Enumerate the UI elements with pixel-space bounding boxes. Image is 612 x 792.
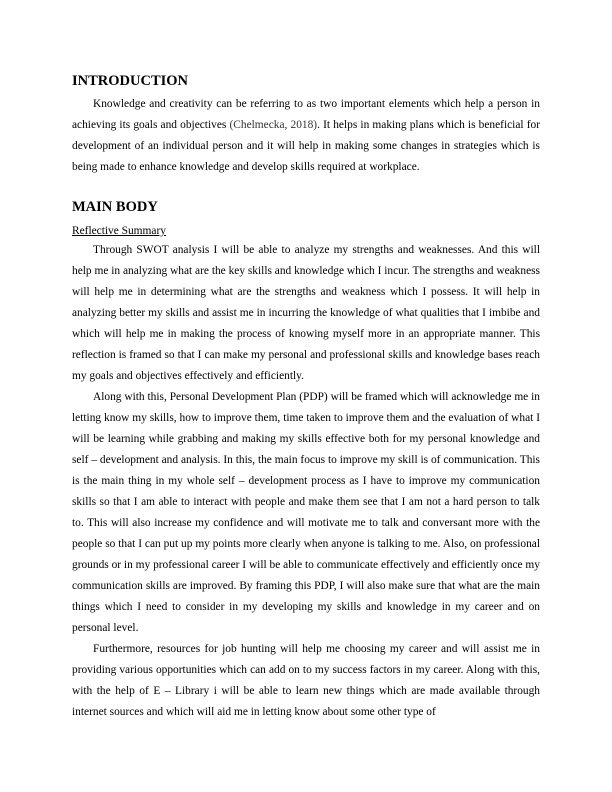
introduction-text-part2: . It helps in making plans which is beneficial for development of an individual person and it will help in making some changes in strategies which is being made to enhance knowledge and develop skills required at workplace. — [72, 119, 540, 173]
introduction-paragraph — [72, 94, 540, 178]
main-body-paragraph-1: Through SWOT analysis I will be able to analyze my strengths and weaknesses. And this will help me in analyzing what are the key skills and knowledge which I incur. The strengths and weakness will help me in determining what are the strengths and weakness which I possess. It will help in analyzing better my skills and assist me in incurring the knowledge of what qualities that I imbibe and which will help me in making the process of knowing myself more in an appropriate manner. This reflection is framed so that I can make my personal and professional skills and knowledge bases reach my goals and objectives effectively and efficiently. — [72, 244, 540, 382]
page-content — [72, 72, 540, 723]
introduction-heading: INTRODUCTION — [72, 73, 189, 89]
main-body-paragraph-3: Furthermore, resources for job hunting will help me choosing my career and will assist me in providing various opportunities which can add on to my success factors in my career. Along with this, with the help of E – Library i will be able to learn new things which are made available through internet sources and which will aid me in letting know about some other type of — [72, 643, 540, 718]
main-body-paragraph-2: Along with this, Personal Development Plan (PDP) will be framed which will acknowledge me in letting know my skills, how to improve them, time taken to improve them and the evaluation of what I will be learning while grabbing and making my skills effective both for my personal knowledge and self – development and analysis. In this, the main focus to improve my skill is of communication. This is the main thing in my whole self – development process as I have to improve my communication skills so that I am able to interact with people and make them see that I am not a hard person to talk to. This will also increase my confidence and will motivate me to talk and conversant more with the people so that I can put up my points more clearly when anyone is talking to me. Also, on professional grounds or in my professional career I will be able to communicate effectively and efficiently once my communication skills are improved. By framing this PDP, I will also make sure that what are the main things which I need to consider in my developing my skills and knowledge in my career and on personal level. — [72, 391, 540, 634]
introduction-citation: (Chelmecka, 2018) — [229, 119, 318, 131]
introduction-text-part1: Knowledge and creativity can be referring to as two important elements which help a person in achieving its goals and objectives — [72, 98, 540, 131]
reflective-summary-subheading: Reflective Summary — [72, 225, 166, 237]
main-body-heading: MAIN BODY — [72, 199, 158, 215]
